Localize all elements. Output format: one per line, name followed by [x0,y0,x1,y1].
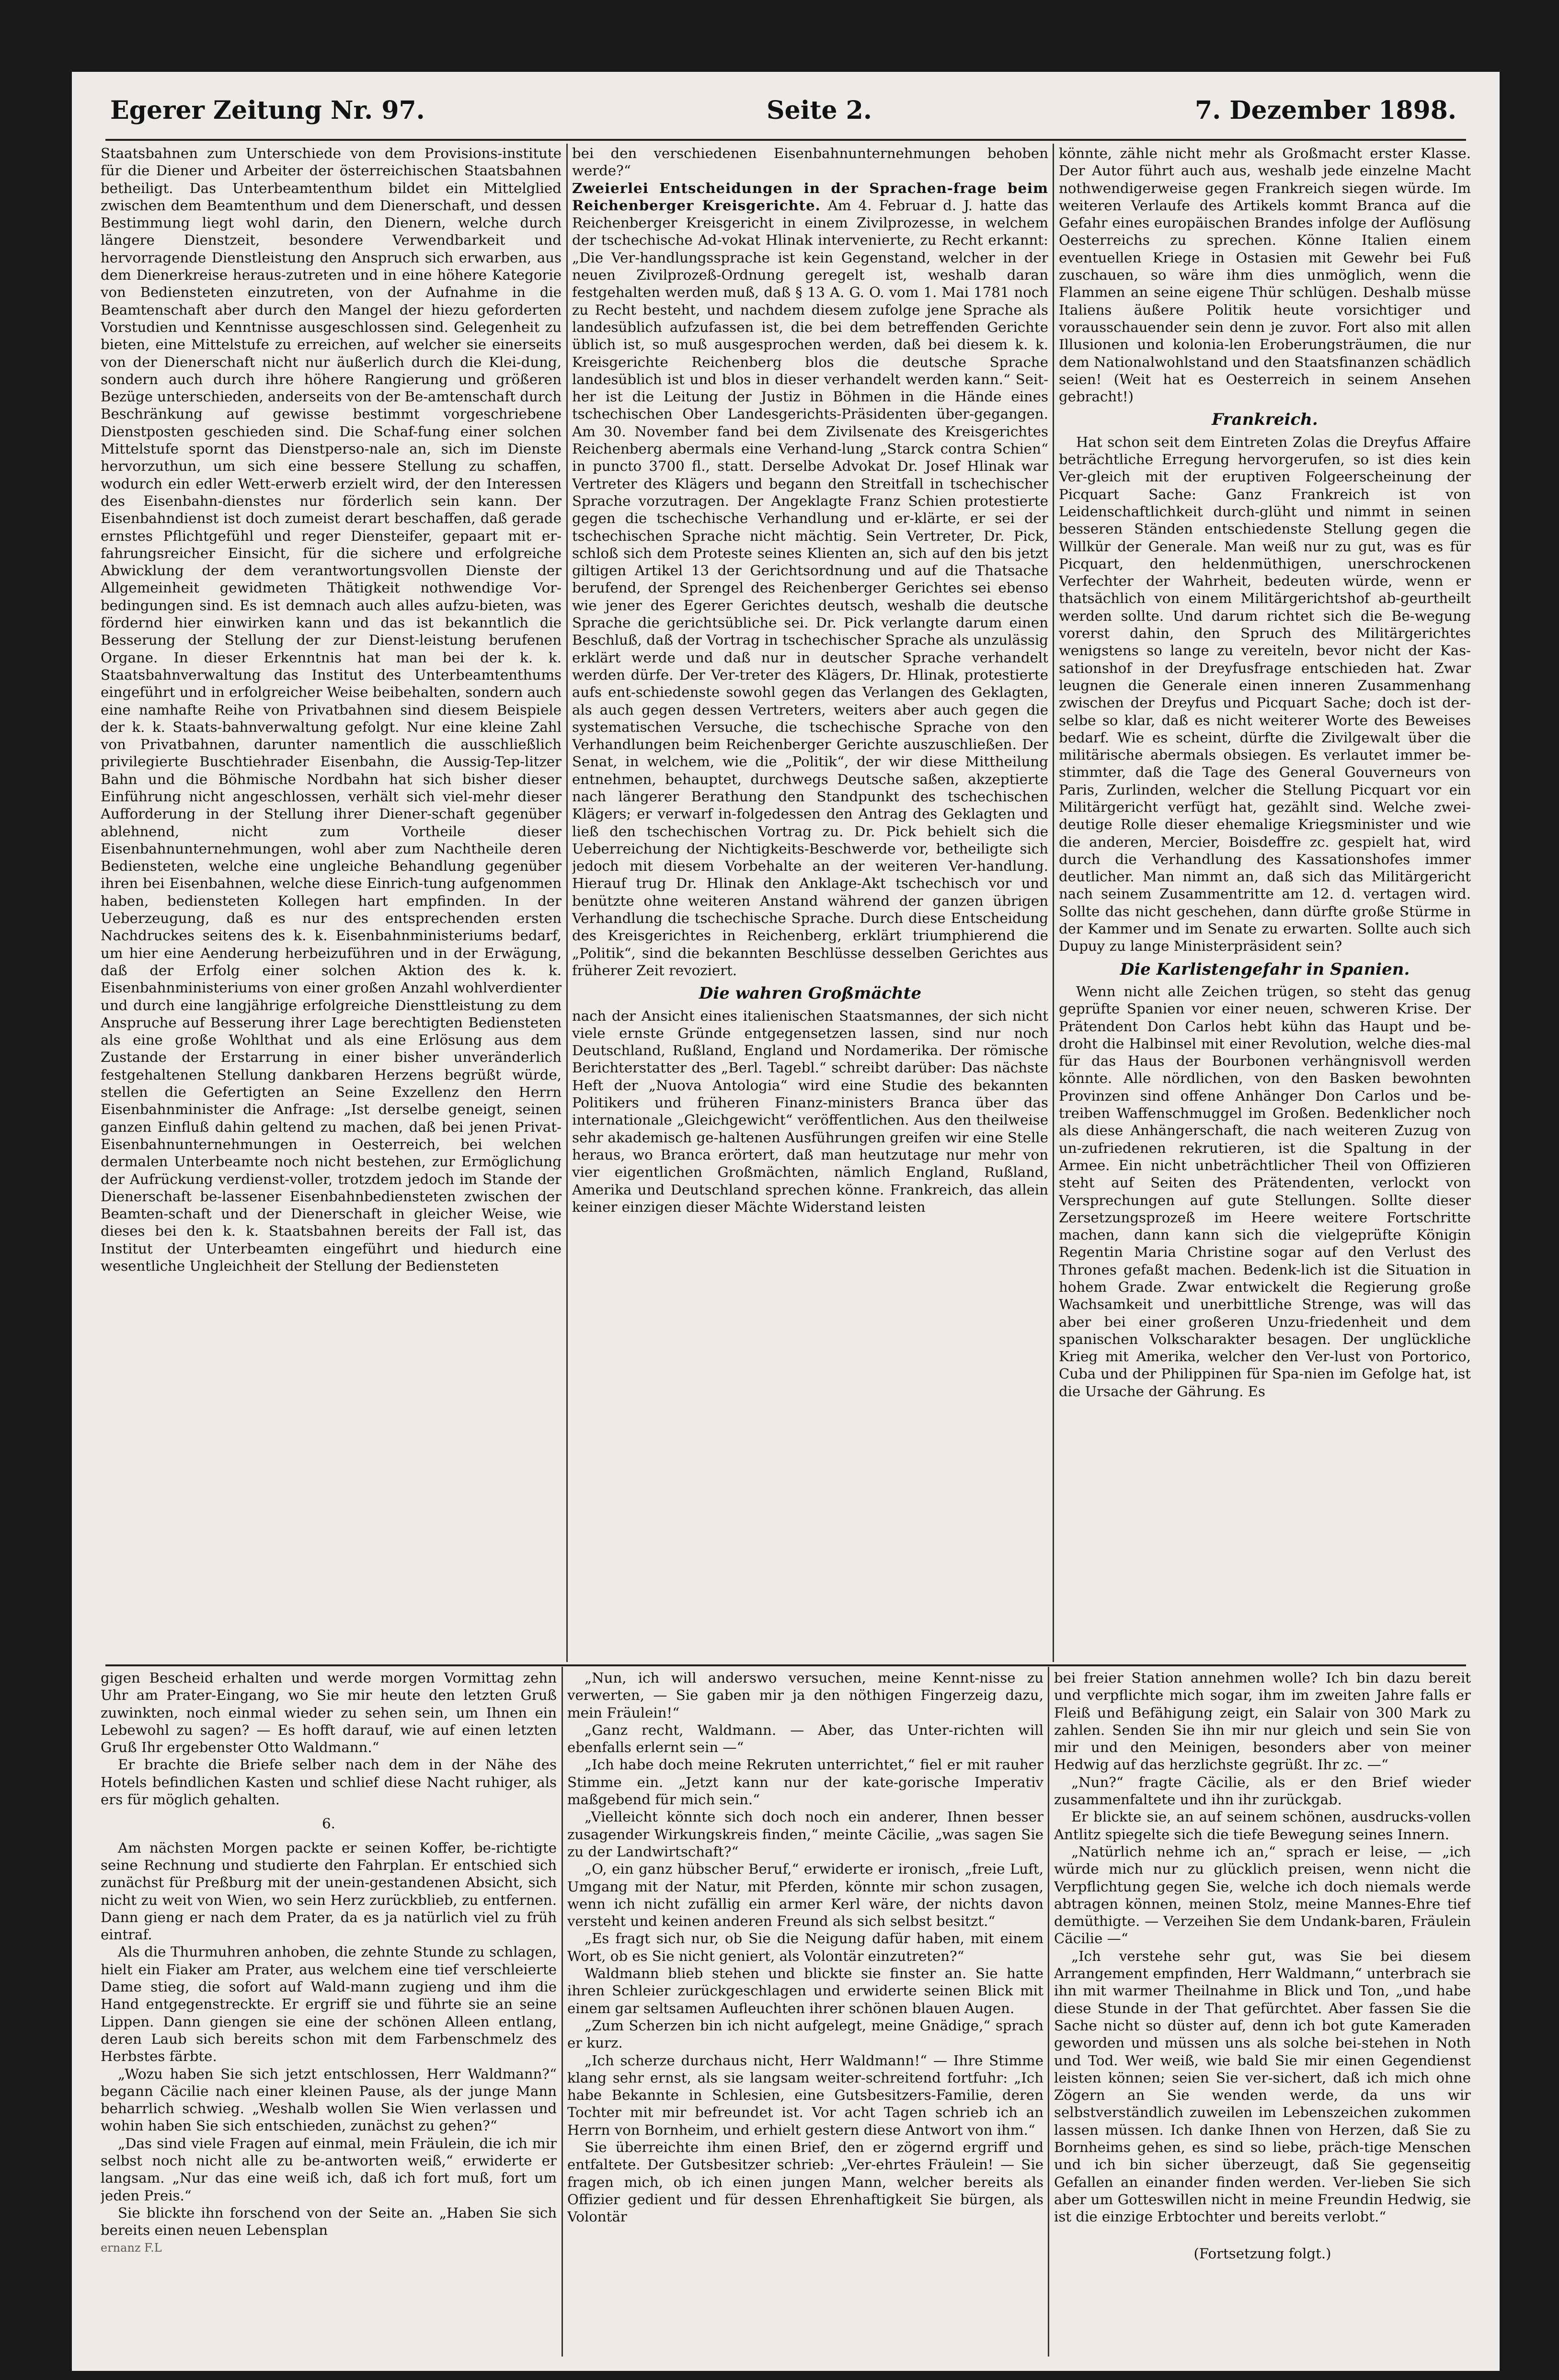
newspaper-title: Egerer Zeitung Nr. 97. [110,96,425,125]
story-text: „Ich verstehe sehr gut, was Sie bei diesem Arrangement empfinden, Herr Waldmann,“ unterbrach sie ihn mit warmer Theilnahme in Blick und Ton, „und habe diese Stunde in der That gefürchtet. Aber fassen Sie die Sache nicht so düster auf, denn ich bot gute Kameraden geworden und müssen uns als solche bei-stehen in Noth und Tod. Wer weiß, wie bald Sie mir einen Gegendienst leisten können; seien Sie ver-sichert, daß ich mich ohne Zögern an Sie wenden werde, da uns wir selbstverständlich zuweilen im Lebenszeichen zukommen lassen müssen. Ich danke Ihnen von Herzen, daß Sie zu Bornheims gehen, es sind so liebe, präch-tige Menschen und ich bin sicher überzeugt, daß Sie gegenseitig Gefallen an einander finden werden. Ver-lieben Sie sich aber um Gotteswillen nicht in meine Freundin Hedwig, sie ist die einzige Erbtochter und bereits verlobt.“ [1054,1947,1471,2225]
story-text: Als die Thurmuhren anhoben, die zehnte Stunde zu schlagen, hielt ein Fiaker am Prater, aus welchem eine tief verschleierte Dame stieg, die sofort auf Wald-mann zugieng und ihm die Hand entgegenstreckte. Er ergriff sie und führte sie an seine Lippen. Dann giengen sie eine der schönen Alleen entlang, deren Laub sich bereits schon mit dem Farbenschmelz des Herbstes färbte. [101,1944,557,2065]
story-text: „Ganz recht, Waldmann. — Aber, das Unter-richten will ebenfalls erlernt sein —“ [567,1721,1043,1756]
article-text: könnte, zähle nicht mehr als Großmacht erster Klasse. Der Autor führt auch aus, weshalb jede einzelne Macht nothwendigerweise gegen Frankreich siegen würde. Im weiteren Verlaufe des Artikels kommt Branca auf die Gefahr eines europäischen Brandes infolge der Auflösung Oesterreichs zu sprechen. Könne Italien einem eventuellen Kriege in Ostasien mit Gewehr bei Fuß zuschauen, so wäre ihm dies unmöglich, wenn die Flammen an seine eigene Thür schlügen. Deshalb müsse Italiens äußere Politik heute vorsichtiger und vorausschauender sein denn je zuvor. Fort also mit allen Illusionen und kolonia-len Eroberungsträumen, die nur dem Nationalwohlstand und den Staatsfinanzen schädlich seien! (Weit hat es Oesterreich in seinem Ansehen gebracht!) [1059,145,1471,405]
newspaper-page [72,72,1500,2371]
story-text: „Vielleicht könnte sich doch noch ein anderer, Ihnen besser zusagender Wirkungskreis finden,“ meinte Cäcilie, „was sagen Sie zu der Landwirtschaft?“ [567,1809,1043,1860]
feuilleton-column-1 [101,1669,557,2354]
story-text: „Ich scherze durchaus nicht, Herr Waldmann!“ — Ihre Stimme klang sehr ernst, als sie langsam weiter-schreitend fortfuhr: „Ich habe Bekannte in Schlesien, eine Gutsbesitzers-Familie, deren Tochter mit mir befreundet ist. Vor acht Tagen schrieb ich an Herrn von Bornheim, und erhielt gestern diese Antwort von ihm.“ [567,2052,1043,2138]
column-rule [1053,144,1054,1662]
story-text: Er brachte die Briefe selber nach dem in der Nähe des Hotels befindlichen Kasten und schlief diese Nacht ruhiger, als ers für möglich gehalten. [101,1756,557,1808]
section-heading: Die wahren Großmächte [699,984,922,1003]
story-text: Am nächsten Morgen packte er seinen Koffer, be-richtigte seine Rechnung und studierte den Fahrplan. Er entschied sich zunächst für Preßburg mit der unein-gestandenen Absicht, sich nicht zu weit von Wien, wo sein Herz zurückblieb, zu entfernen. Dann gieng er nach dem Prater, da es ja natürlich viel zu früh eintraf. [101,1839,557,1943]
story-text: „Nun, ich will anderswo versuchen, meine Kennt-nisse zu verwerten, — Sie gaben mir ja den nöthigen Fingerzeig dazu, mein Fräulein!“ [567,1670,1043,1721]
story-text: gigen Bescheid erhalten und werde morgen Vormittag zehn Uhr am Prater-Eingang, wo Sie mir heute den letzten Gruß zuwinkten, noch einmal wieder zu sehen sein, um Ihnen ein Lebewohl zu sagen? — Es hofft darauf, wie auf einen letzten Gruß Ihr ergebenster Otto Waldmann.“ [101,1670,557,1756]
issue-date: 7. Dezember 1898. [1195,96,1456,125]
story-text: Waldmann blieb stehen und blickte sie finster an. Sie hatte ihren Schleier zurückgeschlagen und erwiderte seinen Blick mit einem gar seltsamen Aufleuchten ihrer schönen blauen Augen. [567,1965,1043,2016]
section-heading: Die Karlistengefahr in Spanien. [1120,959,1410,979]
story-text: „Zum Scherzen bin ich nicht aufgelegt, meine Gnädige,“ sprach er kurz. [567,2017,1043,2051]
article-text: nach der Ansicht eines italienischen Staatsmannes, der sich nicht viele ernste Gründe entgegensetzen lassen, sind nur noch Deutschland, Rußland, England und Nordamerika. Der römische Berichterstatter des „Berl. Tagebl.“ schreibt darüber: Das nächste Heft der „Nuova Antologia“ wird eine Studie des bekannten Politikers und früheren Finanz-ministers Branca über das internationale „Gleichgewicht“ veröffentlichen. Aus den theilweise sehr akademisch ge-haltenen Ausführungen greifen wir eine Stelle heraus, wo Branca erörtert, daß man heutzutage nur mehr von vier eigentlichen Großmächten, nämlich England, Rußland, Amerika und Deutschland sprechen könne. Frankreich, das allein keiner einzigen dieser Mächte Widerstand leisten [572,1007,1048,1215]
story-text: „O, ein ganz hübscher Beruf,“ erwiderte er ironisch, „freie Luft, Umgang mit der Natur, mit Pferden, könnte mir schon zusagen, wenn ich nicht zufällig ein armer Kerl wäre, der nichts davon versteht und keinen anderen Freund als sich selbst besitzt.“ [567,1861,1043,1930]
article-text: bei den verschiedenen Eisenbahnunternehmungen behoben werde?“ [572,145,1048,179]
continuation-note: (Fortsetzung folgt.) [1193,2245,1331,2262]
column-rule [1048,1667,1049,2357]
feuilleton-column-2 [567,1669,1043,2354]
column-rule [566,144,568,1662]
article-column-2 [572,145,1048,1661]
story-text: Sie überreichte ihm einen Brief, den er zögernd ergriff und entfaltete. Der Gutsbesitzer schrieb: „Ver-ehrtes Fräulein! — Sie fragen mich, ob ich einen jungen Mann, welcher bereits als Offizier gedient und für dessen Ehrenhaftigkeit Sie bürgen, als Volontär [567,2139,1043,2225]
article-column-3 [1059,145,1471,1661]
article-text: Staatsbahnen zum Unterschiede von dem Provisions-institute für die Diener und Arbeiter der österreichischen Staatsbahnen betheiligt. Das Unterbeamtenthum bildet ein Mittelglied zwischen dem Beamtenthum und dem Dienerschaft, und dessen Bestimmung liegt wohl darin, den Dienern, welche durch längere Dienstzeit, besondere Verwendbarkeit und hervorragende Dienstleistung den Anspruch sich erwarben, aus dem Dienerkreise heraus-zutreten und in eine höhere Kategorie von Bediensteten einzutreten, von der Aufnahme in die Beamtenschaft aber durch den Mangel der hiezu geforderten Vorstudien und Kenntnisse ausgeschlossen sind. Gelegenheit zu bieten, eine Mittelstufe zu erreichen, auf welcher sie einerseits von der Dienerschaft nicht nur äußerlich durch die Klei-dung, sondern auch durch ihre höhere Rangierung und größeren Bezüge unterschieden, anderseits von der Be-amtenschaft durch Beschränkung auf gewisse bestimmt vorgeschriebene Dienstposten geschieden sind. Die Schaf-fung einer solchen Mittelstufe spornt das Dienstperso-nale an, sich im Dienste hervorzuthun, um sich eine bessere Stellung zu schaffen, wodurch ein edler Wett-erwerb erzielt wird, der den Interessen des Eisenbahn-dienstes nur förderlich sein kann. Der Eisenbahndienst ist doch zumeist derart beschaffen, daß gerade ernstes Pflichtgefühl und reger Diensteifer, gepaart mit er-fahrungsreicher Einsicht, für die sichere und erfolgreiche Abwicklung der dem verantwortungsvollen Dienste der Allgemeinheit gewidmeten Thätigkeit nothwendige Vor-bedingungen sind. Es ist demnach auch alles aufzu-bieten, was fördernd hier einwirken kann und das ist bekanntlich die Besserung der Stellung der zur Dienst-leistung berufenen Organe. In dieser Erkenntnis hat man bei der k. k. Staatsbahnverwaltung das Institut des Unterbeamtenthums eingeführt und in erfolgreicher Weise beibehalten, sondern auch eine namhafte Reihe von Privatbahnen sind diesem Beispiele der k. k. Staats-bahnverwaltung gefolgt. Nur eine kleine Zahl von Privatbahnen, darunter namentlich die ausschließlich privilegierte Buschtiehrader Eisenbahn, die Aussig-Tep-litzer Bahn und die Böhmische Nordbahn hat sich bisher dieser Einführung nicht angeschlossen, verhält sich viel-mehr dieser Aufforderung in der Stellung ihrer Diener-schaft gegenüber ablehnend, nicht zum Vortheile dieser Eisenbahnunternehmungen, wohl aber zum Nachtheile deren Bediensteten, welche eine ungleiche Behandlung gegenüber ihren bei Eisenbahnen, welche diese Einrich-tung aufgenommen haben, bediensteten Kollegen hart empfinden. In der Ueberzeugung, daß es nur des entsprechenden ersten Nachdruckes seitens des k. k. Eisenbahnministeriums bedarf, um hier eine Aenderung herbeizuführen und in der Erwägung, daß der Erfolg einer solchen Aktion des k. k. Eisenbahnministeriums von einer großen Anzahl wohlverdienter und durch eine langjährige erfolgreiche Diensttleistung zu dem Anspruche auf Besserung ihrer Lage berechtigten Bediensteten als eine große Wohlthat und als eine Erlösung aus dem Zustande der Erstarrung in einer bisher unveränderlich festgehaltenen Stellung dankbaren Herzens begrüßt würde, stellen die Gefertigten an Seine Exzellenz den Herrn Eisenbahnminister die Anfrage: „Ist derselbe geneigt, seinen ganzen Einfluß dahin geltend zu machen, daß bei jenen Privat-Eisenbahnunternehmungen in Oesterreich, bei welchen dermalen Unterbeamte noch nicht bestehen, zur Ermöglichung der Aufrückung verdienst-voller, trotzdem jedoch im Stande der Dienerschaft be-lassener Eisenbahnbediensteten zwischen der Beamten-schaft und der Dienerschaft in gleicher Weise, wie dieses bei den k. k. Staatsbahnen bereits der Fall ist, das Institut der Unterbeamten eingeführt und hiedurch eine wesentliche Ungleichheit der Stellung der Bediensteten [101,145,562,1274]
article-text: Hat schon seit dem Eintreten Zolas die Dreyfus Affaire beträchtliche Erregung hervorgerufen, so ist dies kein Ver-gleich mit der eruptiven Folgeerscheinung der Picquart Sache: Ganz Frankreich ist von Leidenschaftlichkeit durch-glüht und nimmt in seinen besseren Ständen entschiedenste Stellung gegen die Willkür der Generale. Man weiß nur zu gut, was es für Picquart, den heldenmüthigen, unerschrockenen Verfechter der Wahrheit, bedeuten würde, wenn er thatsächlich von einem Militärgerichtshof ab-geurtheilt werden sollte. Und darum richtet sich die Be-wegung vorerst dahin, den Spruch des Militärgerichtes wenigstens so lange zu vereiteln, bevor nicht der Kas-sationshof in der Dreyfusfrage entschieden hat. Zwar leugnen die Generale einen inneren Zusammenhang zwischen der Dreyfus und Picquart Sache; doch ist der-selbe so klar, daß es nicht weiterer Worte des Beweises bedarf. Wie es scheint, dürfte die Zivilgewalt über die militärische abermals obsiegen. Es verlautet immer be-stimmter, daß die Tage des General Gouverneurs von Paris, Zurlinden, welcher die Stellung Picquart vor ein Militärgericht verfügt hat, gezählt sind. Welche zwei-deutige Rolle dieser ehemalige Kriegsminister und wie die anderen, Mercier, Boisdeffre zc. gespielt hat, wird durch die Verhandlung des Kassationshofes immer deutlicher. Man nimmt an, daß sich das Militärgericht nach seinem Zusammentritte am 12. d. vertagen wird. Sollte das nicht geschehen, dann dürfte große Stürme in der Kammer und im Senate zu erwarten. Sollte auch sich Dupuy zu lange Ministerpräsident sein? [1059,433,1471,955]
section-heading: Zweierlei Entscheidungen in der Sprachen-frage beim Reichenberger Kreisgerichte. [572,180,1048,214]
feuilleton-rule [105,1664,1466,1666]
story-text: „Das sind viele Fragen auf einmal, mein Fräulein, die ich mir selbst noch nicht alle zu be-antworten weiß,“ erwiderte er langsam. „Nur das eine weiß ich, daß ich fort muß, fort um jeden Preis.“ [101,2135,557,2204]
header-rule [105,139,1466,141]
story-text: „Natürlich nehme ich an,“ sprach er leise, — „ich würde mich nur zu glücklich preisen, wenn nicht die Verpflichtung gegen Sie, welche ich doch niemals werde abtragen können, meinen Stolz, meine Mannes-Ehre tief demüthigte. — Verzeihen Sie dem Undank-baren, Fräulein Cäcilie —“ [1054,1843,1471,1947]
page-number: Seite 2. [767,96,872,125]
story-text: „Es fragt sich nur, ob Sie die Neigung dafür haben, mit einem Wort, ob es Sie nicht geniert, als Volontär einzutreten?“ [567,1930,1043,1964]
article-text: Wenn nicht alle Zeichen trügen, so steht das genug geprüfte Spanien vor einer neuen, schweren Krise. Der Prätendent Don Carlos hebt kühn das Haupt und be-droht die Halbinsel mit einer Revolution, welche dies-mal für das Haus der Bourbonen verhängnisvoll werden könnte. Alle nördlichen, von den Basken bewohnten Provinzen sind offene Anhänger Don Carlos und be-treiben Waffenschmuggel im Großen. Bedenklicher noch als diese Anhängerschaft, die nach weiteren Zuzug von un-zufriedenen rekrutieren, ist die Spaltung in der Armee. Ein nicht unbeträchtlicher Theil von Offizieren steht auf Seiten des Prätendenten, verlockt von Versprechungen auf gute Stellungen. Sollte dieser Zersetzungsprozeß im Heere weitere Fortschritte machen, dann kann sich die vielgeprüfte Königin Regentin Maria Christine sogar auf den Verlust des Thrones gefaßt machen. Bedenk-lich ist die Situation in hohem Grade. Zwar entwickelt die Regierung große Wachsamkeit und unerbittliche Strenge, was will das aber bei einer großeren Unzu-friedenheit und dem spanischen Volkscharakter besagen. Der unglückliche Krieg mit Amerika, welcher den Ver-lust von Portorico, Cuba und der Philippinen für Spa-nien im Gefolge hat, ist die Ursache der Gährung. Es [1059,983,1471,1400]
chapter-number: 6. [322,1815,335,1832]
page-header [105,91,1466,134]
feuilleton-column-3 [1054,1669,1471,2354]
article-column-1 [101,145,562,1661]
story-text: bei freier Station annehmen wolle? Ich bin dazu bereit und verpflichte mich sogar, ihm im zweiten Jahre falls er Fleiß und Befähigung zeigt, ein Salair von 300 Mark zu zahlen. Senden Sie ihn mir nur gleich und sein Sie von mir und den Meinigen, besonders aber von meiner Hedwig auf das herzlichste gegrüßt. Ihr zc. —“ [1054,1670,1471,1773]
article-text: Am 4. Februar d. J. hatte das Reichenberger Kreisgericht in einem Zivilprozesse, in welchem der tschechische Ad-vokat Hlinak intervenierte, zu Recht erkannt: „Die Ver-handlungssprache ist kein Gegenstand, welcher in der neuen Zivilprozeß-Ordnung geregelt ist, weshalb daran festgehalten werden muß, daß § 13 A. G. O. vom 1. Mai 1781 noch zu Recht besteht, und nachdem diesem zufolge jene Sprache als landesüblich aufzufassen ist, die bei dem betreffenden Gerichte üblich ist, so muß ausgesprochen werden, daß bei diesem k. k. Kreisgerichte Reichenberg blos die deutsche Sprache landesüblich ist und blos in dieser verhandelt werden kann.“ Seit-her ist die Leitung der Justiz in Böhmen in die Hände eines tschechischen Ober Landesgerichts-Präsidenten über-gegangen. Am 30. November fand bei dem Zivilsenate des Kreisgerichtes Reichenberg abermals eine Verhand-lung „Starck contra Schien“ in puncto 3700 fl., statt. Derselbe Advokat Dr. Josef Hlinak war Vertreter des Klägers und begann den Streitfall in tschechischer Sprache vorzutragen. Der Angeklagte Franz Schien protestierte gegen die tschechische Verhandlung und er-klärte, er sei der tschechischen Sprache nicht mächtig. Sein Vertreter, Dr. Pick, schloß sich dem Proteste seines Klienten an, sich auf den bis jetzt giltigen Artikel 13 der Gerichtsordnung und auf die Thatsache berufend, der Sprengel des Reichenberger Gerichtes sei ebenso wie jener des Egerer Gerichtes deutsch, weshalb die deutsche Sprache die gerichtsübliche sei. Dr. Pick verlangte darum einen Beschluß, daß der Vortrag in tschechischer Sprache als unzulässig erklärt werde und daß nur in deutscher Sprache verhandelt werden dürfe. Der Ver-treter des Klägers, Dr. Hlinak, protestierte aufs ent-schiedenste sowohl gegen das Verlangen des Geklagten, als auch gegen dessen Vertreters, weiters aber auch gegen die systematischen Versuche, die tschechische Sprache von den Verhandlungen beim Reichenberger Gerichte auszuschließen. Der Senat, in welchem, wie die „Politik“, der wir diese Mittheilung entnehmen, behauptet, durchwegs Deutsche saßen, akzeptierte nach längerer Berathung den Standpunkt des tschechischen Klägers; er verwarf in-folgedessen den Antrag des Geklagten und ließ den tschechischen Vortrag zu. Dr. Pick behielt sich die Ueberreichung der Nichtigkeits-Beschwerde vor, betheiligte sich jedoch mit diesem Vorbehalte an der weiteren Ver-handlung. Hierauf trug Dr. Hlinak den Anklage-Akt tschechisch vor und benützte ohne weiteren Anstand während der ganzen übrigen Verhandlung die tschechische Sprache. Durch diese Entscheidung des Kreisgerichtes in Reichenberg, erklärt triumphierend die „Politik“, sind die bekannten Beschlüsse desselben Gerichtes aus früherer Zeit revoziert. [572,197,1048,979]
column-rule [562,1667,563,2357]
story-text: „Nun?“ fragte Cäcilie, als er den Brief wieder zusammenfaltete und ihn ihr zurückgab. [1054,1774,1471,1808]
story-text: Er blickte sie, an auf seinem schönen, ausdrucks-vollen Antlitz spiegelte sich die tiefe Bewegung seines Innern. [1054,1809,1471,1843]
section-heading: Frankreich. [1212,410,1318,430]
story-text: „Ich habe doch meine Rekruten unterrichtet,“ fiel er mit rauher Stimme ein. „Jetzt kann nur der kate-gorische Imperativ maßgebend für mich sein.“ [567,1756,1043,1808]
archive-stamp: ernanz F.L [101,2241,162,2255]
story-text: „Wozu haben Sie sich jetzt entschlossen, Herr Waldmann?“ begann Cäcilie nach einer kleinen Pause, als der junge Mann beharrlich schwieg. „Weshalb wollen Sie Wien verlassen und wohin haben Sie sich entschieden, zunächst zu gehen?“ [101,2065,557,2134]
story-text: Sie blickte ihn forschend von der Seite an. „Haben Sie sich bereits einen neuen Lebensplan [101,2204,557,2239]
